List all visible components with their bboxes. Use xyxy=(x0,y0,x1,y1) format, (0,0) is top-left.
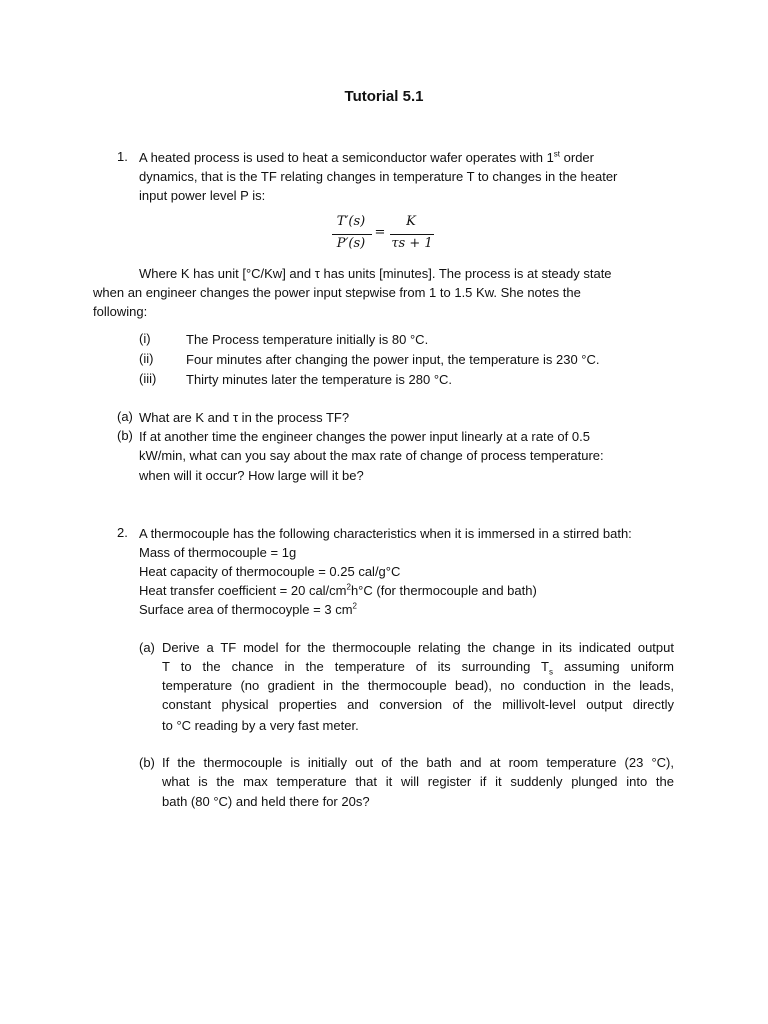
eq-denominator-left: P′(s) xyxy=(336,236,366,251)
q2-char-heat-capacity: Heat capacity of thermocouple = 0.25 cal/g°C xyxy=(139,564,401,579)
eq-equals: = xyxy=(374,225,386,240)
q1-part-a-label: (a) xyxy=(117,409,133,424)
q2-char-surface-area: Surface area of thermocoyple = 3 $cm^2$ xyxy=(139,601,357,617)
q2-part-b-line3: bath (80 °C) and held there for 20s? xyxy=(162,794,370,809)
q2-char-mass: Mass of thermocouple = 1g xyxy=(139,545,297,560)
q1-note-label: (i) xyxy=(139,331,151,346)
q1-intro-line3: input power level P is: xyxy=(139,188,266,203)
eq-numerator-right: K xyxy=(406,214,416,229)
q1-note-text: The Process temperature initially is 80 °C. xyxy=(186,332,429,347)
q1-where-line3: following: xyxy=(93,304,148,319)
q1-note-label: (ii) xyxy=(139,351,154,366)
q2-part-a-line3: temperature (no gradient in the thermocouple bead), no conduction in the leads, xyxy=(162,678,674,693)
q1-number: 1. xyxy=(117,149,128,164)
q2-part-a-label: (a) xyxy=(139,640,155,655)
q1-where-line1: Where K has unit [°C/Kw] and τ has units [minutes]. The process is at steady state xyxy=(139,266,612,281)
eq-fraction-bar-left xyxy=(332,234,372,235)
eq-fraction-bar-right xyxy=(390,234,434,235)
q1-part-b-line2: kW/min, what can you say about the max rate of change of process temperature: xyxy=(139,448,604,463)
q2-intro: A thermocouple has the following characteristics when it is immersed in a stirred bath: xyxy=(139,526,632,541)
q2-char-heat-transfer: Heat transfer coefficient = 20 cal/$cm^2h^\circ C$ (for thermocouple and bath) xyxy=(139,582,537,598)
eq-numerator-left: T′(s) xyxy=(336,214,366,229)
transfer-function-equation xyxy=(330,212,440,256)
q1-note-label: (iii) xyxy=(139,371,157,386)
q1-note-text: Four minutes after changing the power input, the temperature is 230 °C. xyxy=(186,352,600,367)
q1-part-a-text: What are K and τ in the process TF? xyxy=(139,410,350,425)
page-title: Tutorial 5.1 xyxy=(344,88,424,105)
q1-note-text: Thirty minutes later the temperature is 280 °C. xyxy=(186,372,453,387)
q2-number: 2. xyxy=(117,525,128,540)
q1-intro-line2: dynamics, that is the TF relating changes in temperature T to changes in the heater xyxy=(139,169,618,184)
q2-part-a-line2: T to the chance in the temperature of its surrounding $T_s$ assuming uniform xyxy=(162,659,674,677)
eq-denominator-right: τs + 1 xyxy=(391,236,433,251)
q2-part-b-line2: what is the max temperature that it will register if it suddenly plunged into the xyxy=(162,774,674,789)
q2-part-a-line5: to °C reading by a very fast meter. xyxy=(162,718,359,733)
q2-part-b-label: (b) xyxy=(139,755,155,770)
q1-where-line2: when an engineer changes the power input stepwise from 1 to 1.5 Kw. She notes the xyxy=(93,285,581,300)
q1-part-b-line3: when will it occur? How large will it be? xyxy=(139,468,364,483)
q2-part-a-line4: constant physical properties and conversion of the millivolt-level output directly xyxy=(162,697,674,712)
q1-part-b-label: (b) xyxy=(117,428,133,443)
q1-intro-line1: A heated process is used to heat a semiconductor wafer operates with 1st order xyxy=(139,149,594,165)
q2-part-a-line1: Derive a TF model for the thermocouple relating the change in its indicated output xyxy=(162,640,674,655)
q1-part-b-line1: If at another time the engineer changes the power input linearly at a rate of 0.5 xyxy=(139,429,590,444)
q2-part-b-line1: If the thermocouple is initially out of the bath and at room temperature (23 °C), xyxy=(162,755,674,770)
